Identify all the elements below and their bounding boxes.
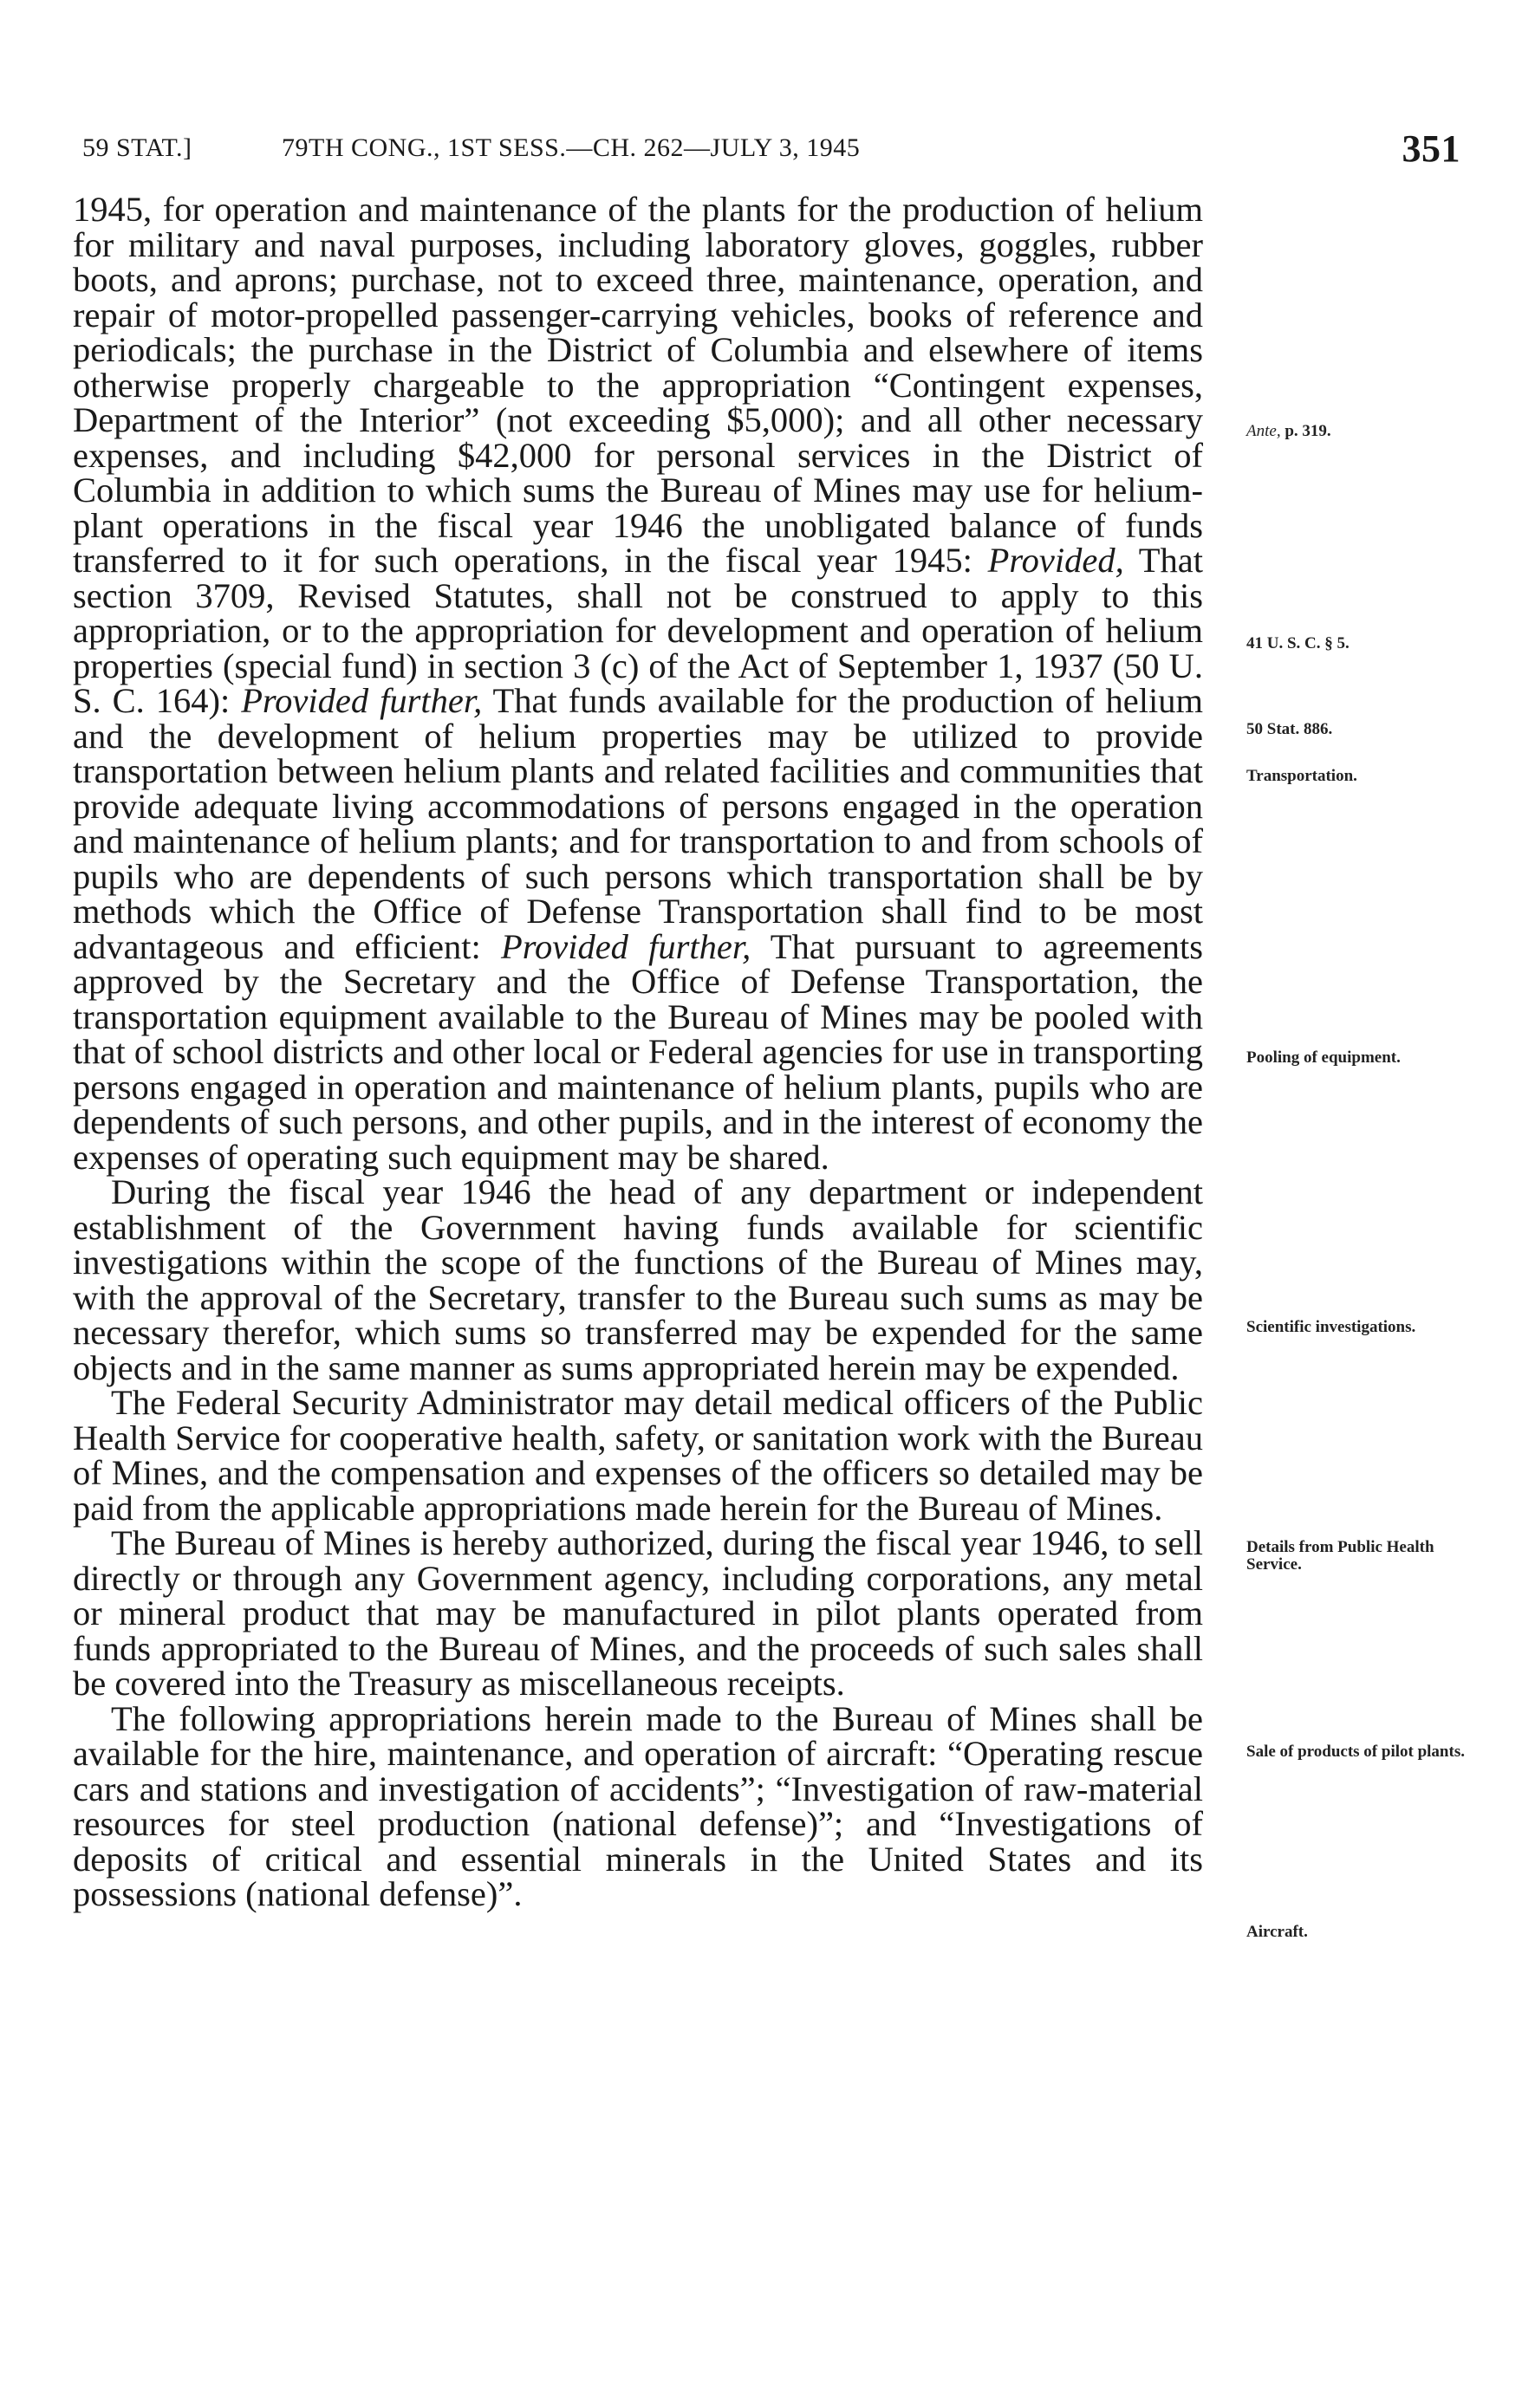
margin-note-usc: 41 U. S. C. § 5. — [1246, 634, 1350, 652]
margin-note-sale: Sale of products of pilot plants. — [1246, 1743, 1465, 1761]
paragraph-helium-operations: 1945, for operation and maintenance of the plants for the production of helium for military and naval purposes, including laboratory gloves, goggles, rubber boots, and aprons; purchase, not to exceed three, maintenance, operation, and repair of motor-propelled passenger-carrying vehicles, books of reference and periodicals; the purchase in the District of Columbia and elsewhere of items otherwise properly chargeable to the appropriation “Contingent expenses, Department of the Interior” (not exceeding $5,000); and all other necessary expenses, and including $42,000 for personal services in the District of Columbia in addition to which sums the Bureau of Mines may use for helium-plant operations in the fiscal year 1946 the unobligated balance of funds transferred to it for such operations, in the fiscal year 1945: Provided, That section 3709, Revised Statutes, shall not be construed to apply to this appropriation, or to the appropriation for development and operation of helium properties (special fund) in section 3 (c) of the Act of September 1, 1937 (50 U. S. C. 164): Provided further, That funds available for the production of helium and the development of helium properties may be utilized to provide transportation between helium plants and related facilities and communities that provide adequate living accommodations of persons engaged in the operation and maintenance of helium plants; and for transportation to and from schools of pupils who are dependents of such persons which transportation shall be by methods which the Office of Defense Transportation shall find to be most advantageous and efficient: Provided further, That pursuant to agreements approved by the Secretary and the Office of Defense Transportation, the transportation equipment available to the Bureau of Mines may be pooled with that of school districts and other local or Federal agencies for use in transporting persons engaged in operation and maintenance of helium plants, pupils who are dependents of such persons, and other pupils, and in the interest of economy the expenses of operating such equipment may be shared. — [73, 190, 1204, 1177]
margin-note-transportation: Transportation. — [1246, 767, 1357, 785]
provided-further-clause: Provided further, — [241, 681, 483, 720]
paragraph-public-health-details: The Federal Security Administrator may detail medical officers of the Public Health Service for cooperative health, safety, or sanitation work with the Bureau of Mines, and the compensation and expenses of the officers so detailed may be paid from the applicable appropriations made herein for the Bureau of Mines. — [73, 1383, 1203, 1528]
provided-further-clause: Provided further, — [500, 926, 751, 966]
margin-note-scientific: Scientific investigations. — [1246, 1318, 1416, 1336]
margin-note-stat: 50 Stat. 886. — [1246, 720, 1333, 738]
paragraph-pilot-plant-sales: The Bureau of Mines is hereby authorized, during the fiscal year 1946, to sell directly or through any Government agency, including corporations, any metal or mineral product that may be manufactured in pilot plants operated from funds appropriated to the Bureau of Mines, and the proceeds of such sales shall be covered into the Treasury as miscellaneous receipts. — [73, 1523, 1203, 1703]
main-text — [73, 192, 1203, 1912]
paragraph-aircraft: The following appropriations herein made to the Bureau of Mines shall be available for the hire, maintenance, and operation of aircraft: “Operating rescue cars and stations and investigation of accidents”; “Investigation of raw-material resources for steel production (national defense)”; and “Investigations of deposits of critical and essential minerals in the United States and its possessions (national defense)”. — [73, 1698, 1203, 1913]
margin-note-pooling: Pooling of equipment. — [1246, 1048, 1401, 1067]
page-number: 351 — [1402, 127, 1460, 170]
running-head: 79TH CONG., 1ST SESS.—CH. 262—JULY 3, 1945 — [282, 133, 861, 162]
volume-reference: 59 STAT.] — [82, 133, 192, 162]
margin-note-details: Details from Public Health Service. — [1246, 1538, 1434, 1574]
page-header — [82, 127, 1460, 170]
margin-note-ante: Ante, p. 319. — [1246, 422, 1331, 440]
margin-note-aircraft: Aircraft. — [1246, 1923, 1308, 1941]
paragraph-scientific-investigations: During the fiscal year 1946 the head of any department or independent establishment of the Government having funds available for scientific investigations within the scope of the functions of the Bureau of Mines may, with the approval of the Secretary, transfer to the Bureau such sums as may be necessary therefor, which sums so transferred may be expended for the same objects and in the same manner as sums appropriated herein may be expended. — [73, 1172, 1203, 1387]
provided-clause: Provided, — [987, 541, 1124, 580]
